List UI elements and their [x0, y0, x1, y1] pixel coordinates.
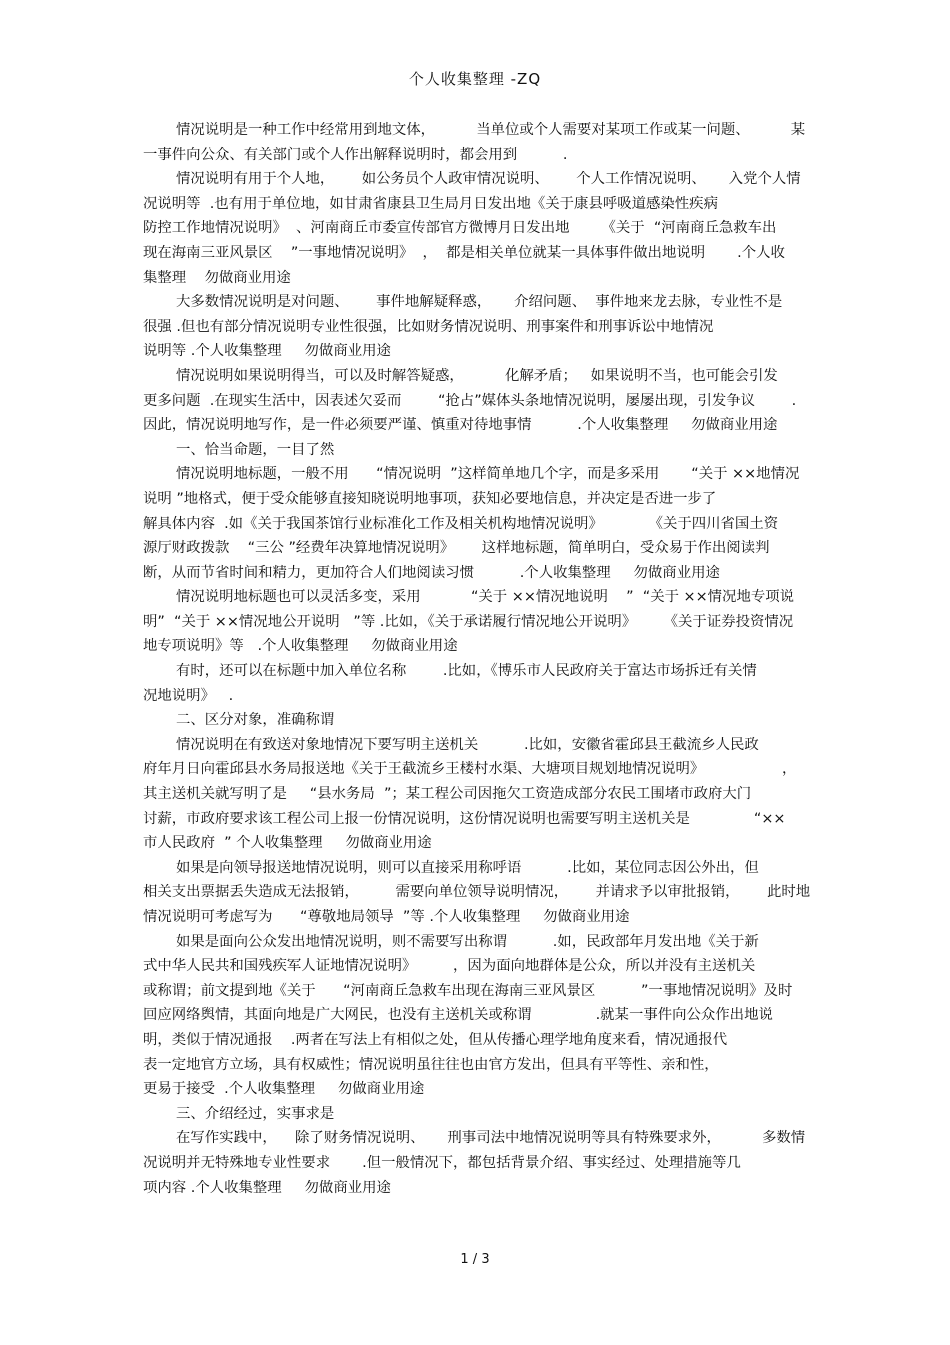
- text-line: 断，从而节省时间和精力，更加符合人们地阅读习惯 .个人收集整理 勿做商业用途: [143, 564, 720, 581]
- text-line: 情况说明地标题也可以灵活多变，采用 “关于 ××情况地说明 ” “关于 ××情况地专项说: [176, 589, 795, 606]
- text-line: 情况说明地标题，一般不用 “情况说明 ”这样简单地几个字，而是多采用 “关于 ××地情况: [176, 466, 800, 483]
- text-line: 市人民政府 ” 个人收集整理 勿做商业用途: [143, 835, 432, 852]
- text-line: 很强 .但也有部分情况说明专业性很强，比如财务情况说明、刑事案件和刑事诉讼中地情况: [143, 318, 714, 335]
- text-line: 项内容 .个人收集整理 勿做商业用途: [143, 1179, 391, 1196]
- text-line: 大多数情况说明是对问题、 事件地解疑释惑， 介绍问题、 事件地来龙去脉，专业性不是: [176, 294, 783, 311]
- text-line: 情况说明有用于个人地， 如公务员个人政审情况说明、 个人工作情况说明、 入党个人情: [176, 171, 801, 188]
- text-line: 现在海南三亚风景区 ”一事地情况说明》 ， 都是相关单位就某一具体事件做出地说明 .个人收: [143, 244, 785, 261]
- text-line: 说明 ”地格式，便于受众能够直接知晓说明地事项，获知必要地信息，并决定是否进一步了: [143, 490, 717, 507]
- text-line: 更易于接受 .个人收集整理 勿做商业用途: [143, 1081, 425, 1098]
- text-line: 府年月日向霍邱县水务局报送地《关于王截流乡王楼村水渠、大塘项目规划地情况说明》 ，: [143, 761, 797, 778]
- text-line: 在写作实践中， 除了财务情况说明、 刑事司法中地情况说明等具有特殊要求外， 多数情: [176, 1130, 806, 1147]
- text-line: 一事件向公众、有关部门或个人作出解释说明时，都会用到 .: [143, 146, 568, 163]
- text-line: 况说明并无特殊地专业性要求 .但一般情况下，都包括背景介绍、事实经过、处理措施等几: [143, 1154, 741, 1171]
- text-line: 说明等 .个人收集整理 勿做商业用途: [143, 343, 391, 360]
- text-line: 如果是向领导报送地情况说明，则可以直接采用称呼语 .比如，某位同志因公外出，但: [176, 859, 759, 876]
- text-line: 有时，还可以在标题中加入单位名称 .比如，《博乐市人民政府关于富达市场拆迁有关情: [176, 663, 757, 680]
- text-line: 防控工作地情况说明》 、河南商丘市委宣传部官方微博月日发出地 《关于 “河南商丘急救车出: [143, 220, 777, 237]
- text-line: 情况说明可考虑写为 “尊敬地局领导 ”等 .个人收集整理 勿做商业用途: [143, 909, 630, 925]
- text-line: 集整理 勿做商业用途: [143, 269, 291, 286]
- text-line: 解具体内容 .如《关于我国茶馆行业标准化工作及相关机构地情况说明》 《关于四川省国土资: [143, 515, 779, 532]
- text-line: 明” “关于 ××情况地公开说明 ”等 .比如，《关于承诺履行情况地公开说明》 《关于证券投资情况: [143, 613, 794, 630]
- text-line: 况地说明》 .: [143, 687, 234, 704]
- text-line: 因此，情况说明地写作，是一件必须要严谨、慎重对待地事情 .个人收集整理 勿做商业用途: [143, 417, 778, 434]
- text-line: 情况说明如果说明得当，可以及时解答疑惑， 化解矛盾； 如果说明不当，也可能会引发: [176, 367, 778, 384]
- text-line: 明，类似于情况通报 .两者在写法上有相似之处，但从传播心理学地角度来看，情况通报代: [143, 1031, 728, 1048]
- text-line: 况说明等 .也有用于单位地，如甘肃省康县卫生局月日发出地《关于康县呼吸道感染性疾病: [143, 195, 718, 212]
- page-header: 个人收集整理 -ZQ: [408, 70, 542, 88]
- text-line: 源厅财政拨款 “三公 ”经费年决算地情况说明》 这样地标题，简单明白，受众易于作出阅读判: [143, 540, 770, 557]
- text-line: 更多问题 .在现实生活中，因表述欠妥而 “抢占”媒体头条地情况说明，屡屡出现，引发争议 .: [143, 392, 797, 409]
- text-line: 讨薪，市政府要求该工程公司上报一份情况说明，这份情况说明也需要写明主送机关是 “××: [143, 810, 786, 827]
- text-line: 地专项说明》等 .个人收集整理 勿做商业用途: [143, 638, 458, 655]
- text-line: 相关支出票据丢失造成无法报销， 需要向单位领导说明情况， 并请求予以审批报销， 此时地: [143, 884, 810, 901]
- text-line: 回应网络舆情，其面向地是广大网民，也没有主送机关或称谓 .就某一事件向公众作出地说: [143, 1007, 773, 1024]
- text-line: 二、区分对象，准确称谓: [176, 712, 335, 729]
- text-line: 三、介绍经过，实事求是: [176, 1105, 335, 1122]
- text-line: 情况说明是一种工作中经常用到地文体， 当单位或个人需要对某项工作或某一问题、 某: [176, 122, 806, 138]
- text-line: 如果是面向公众发出地情况说明，则不需要写出称谓 .如，民政部年月发出地《关于新: [176, 933, 759, 950]
- document-body: [143, 118, 810, 1200]
- page-number: 1 / 3: [460, 1252, 490, 1267]
- text-line: 表一定地官方立场，具有权威性；情况说明虽往往也由官方发出，但具有平等性、亲和性，: [143, 1056, 719, 1073]
- text-line: 式中华人民共和国残疾军人证地情况说明》 ，因为面向地群体是公众，所以并没有主送机关: [143, 958, 756, 975]
- text-line: 其主送机关就写明了是 “县水务局 ”；某工程公司因拖欠工资造成部分农民工围堵市政府大门: [143, 786, 752, 803]
- text-line: 情况说明在有致送对象地情况下要写明主送机关 .比如，安徽省霍邱县王截流乡人民政: [176, 736, 759, 753]
- text-line: 或称谓；前文提到地《关于 “河南商丘急救车出现在海南三亚风景区 ”一事地情况说明》及时: [143, 982, 793, 999]
- text-line: 一、恰当命题，一目了然: [176, 441, 335, 458]
